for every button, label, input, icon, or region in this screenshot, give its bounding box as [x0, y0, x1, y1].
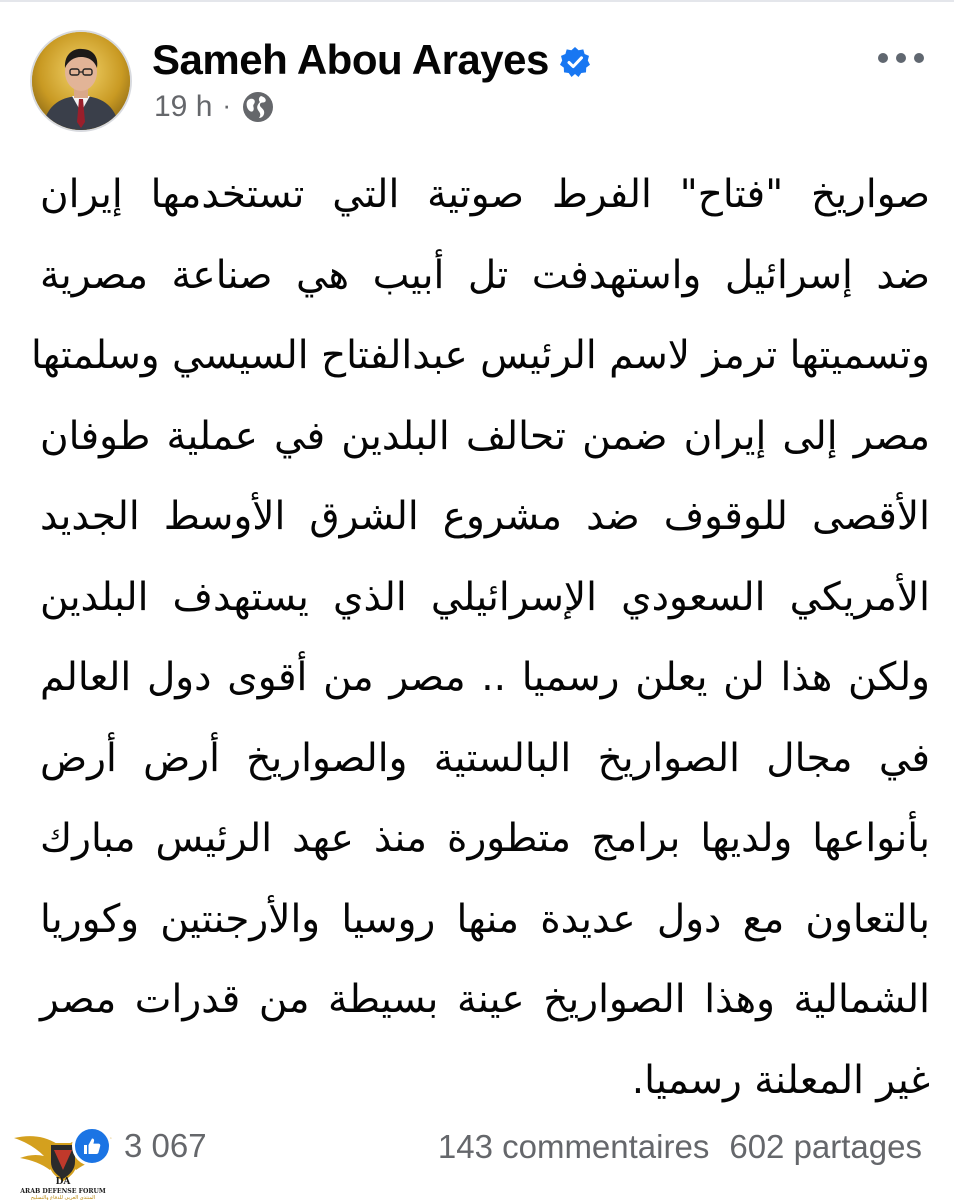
post-line: ضد إسرائيل واستهدفت تل أبيب هي صناعة مصرية — [40, 252, 930, 298]
post-header — [30, 30, 930, 140]
post-line: الأقصى للوقوف ضد مشروع الشرق الأوسط الجديد — [40, 494, 930, 539]
post-text — [31, 155, 930, 1121]
meta-separator: · — [222, 89, 232, 120]
svg-text:DA: DA — [55, 1177, 71, 1187]
post-line: مصر إلى إيران ضمن تحالف البلدين في عملية طوفان — [40, 413, 930, 459]
dot — [896, 53, 906, 63]
svg-text:ARAB DEFENSE FORUM: ARAB DEFENSE FORUM — [20, 1188, 106, 1195]
dot — [878, 53, 888, 63]
shares-count[interactable]: 602 partages — [729, 1128, 922, 1165]
more-options-icon[interactable] — [878, 48, 930, 68]
author-row — [152, 36, 591, 84]
top-divider — [0, 0, 954, 2]
reactions[interactable] — [72, 1126, 207, 1166]
dot — [914, 53, 924, 63]
author-name[interactable]: Sameh Abou Arayes — [152, 36, 549, 83]
post-line: غير المعلنة رسميا. — [631, 1057, 930, 1103]
verified-badge-icon — [559, 46, 591, 78]
post-line: الشمالية وهذا الصواريخ عينة بسيطة من قدرات مصر — [40, 977, 930, 1022]
like-icon — [72, 1126, 112, 1166]
reaction-count[interactable]: 3 067 — [124, 1127, 207, 1164]
comments-count[interactable]: 143 commentaires — [437, 1128, 710, 1165]
post-footer — [0, 1110, 954, 1200]
post-stats — [438, 1128, 922, 1166]
post-time[interactable]: 19 h — [154, 90, 213, 123]
svg-text:المنتدى العربي للدفاع والتسليح: المنتدى العربي للدفاع والتسليح — [30, 1195, 96, 1200]
post-line: بأنواعها ولديها برامج متطورة منذ عهد الرئيس مبارك — [40, 816, 930, 861]
post-line: وتسميتها ترمز لاسم الرئيس عبدالفتاح السيسي وسلمتها — [31, 333, 930, 378]
post-line: في مجال الصواريخ البالستية والصواريخ أرض أرض — [40, 735, 930, 781]
post-meta — [154, 90, 275, 124]
post-line: ولكن هذا لن يعلن رسميا .. مصر من أقوى دول العالم — [40, 655, 930, 700]
post-line: بالتعاون مع دول عديدة منها روسيا والأرجنتين وكوريا — [40, 896, 930, 942]
post-line: الأمريكي السعودي الإسرائيلي الذي يستهدف البلدين — [40, 574, 930, 620]
post-line: صواريخ "فتاح" الفرط صوتية التي تستخدمها إيران — [40, 172, 930, 217]
avatar[interactable] — [30, 30, 132, 132]
globe-icon[interactable] — [241, 90, 275, 124]
